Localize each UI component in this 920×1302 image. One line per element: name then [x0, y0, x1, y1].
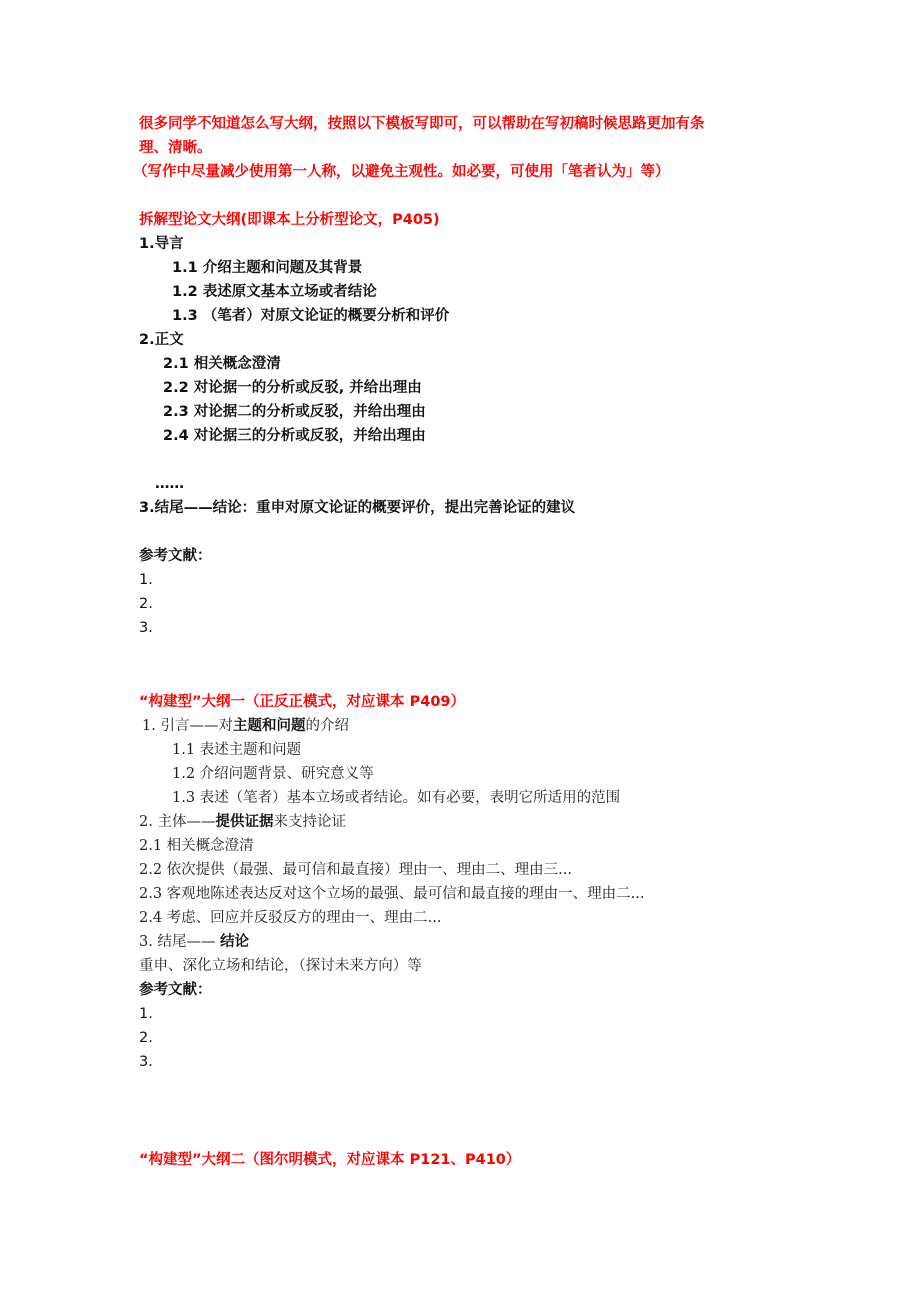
outline-item	[139, 932, 249, 952]
bold-text: 提供证据	[215, 813, 274, 830]
ref-item: 1.	[139, 572, 153, 588]
intro-note: （写作中尽量减少使用第一人称，以避免主观性。如必要，可使用「笔者认为」等）	[133, 164, 670, 180]
outline-item: 2.正文	[139, 332, 184, 348]
text: 1. 引言——对	[142, 718, 233, 734]
outline-item: 重申、深化立场和结论，（探讨未来方向）等	[139, 958, 422, 974]
outline-item: 1.2 表述原文基本立场或者结论	[172, 284, 377, 300]
bold-text: 结论	[220, 933, 250, 950]
ref-item: 2.	[139, 596, 153, 612]
section-title: “构建型”大纲二（图尔明模式，对应课本 P121、P410）	[139, 1152, 521, 1168]
text: 3. 结尾——	[139, 934, 221, 950]
outline-item: 2.1 相关概念澄清	[163, 356, 281, 372]
outline-item: 2.4 对论据三的分析或反驳，并给出理由	[163, 428, 426, 444]
intro-line: 很多同学不知道怎么写大纲，按照以下模板写即可，可以帮助在写初稿时候思路更加有条	[139, 116, 705, 132]
ref-item: 3.	[139, 620, 153, 636]
outline-item: 1.3 表述（笔者）基本立场或者结论。如有必要，表明它所适用的范围	[172, 790, 621, 806]
ref-item: 3.	[139, 1054, 153, 1070]
outline-item: 1.1 表述主题和问题	[172, 742, 302, 758]
outline-item	[142, 716, 349, 736]
outline-item: 3.结尾——结论：重申对原文论证的概要评价，提出完善论证的建议	[139, 500, 576, 516]
text: 2. 主体——	[139, 814, 216, 830]
section-title: 拆解型论文大纲(即课本上分析型论文，P405)	[139, 212, 440, 228]
intro-line: 理、清晰。	[139, 140, 212, 156]
outline-item: 1.导言	[139, 236, 184, 252]
ref-item: 1.	[139, 1006, 153, 1022]
outline-item: 2.3 客观地陈述表达反对这个立场的最强、最可信和最直接的理由一、理由二...	[139, 886, 645, 902]
outline-item: 2.1 相关概念澄清	[139, 838, 254, 854]
outline-item	[139, 812, 346, 832]
refs-title: 参考文献：	[139, 982, 212, 998]
outline-item: 2.2 对论据一的分析或反驳, 并给出理由	[163, 380, 422, 396]
text: 来支持论证	[273, 814, 346, 830]
outline-item: 2.3 对论据二的分析或反驳，并给出理由	[163, 404, 426, 420]
text: 的介绍	[305, 718, 349, 734]
refs-title: 参考文献：	[139, 548, 212, 564]
outline-item: 1.3 （笔者）对原文论证的概要分析和评价	[172, 308, 450, 324]
bold-text: 主题和问题	[232, 717, 306, 734]
outline-item: 2.4 考虑、回应并反驳反方的理由一、理由二...	[139, 910, 442, 926]
outline-item: 2.2 依次提供（最强、最可信和最直接）理由一、理由二、理由三...	[139, 862, 572, 878]
outline-item: ……	[155, 476, 184, 492]
section-title: “构建型”大纲一（正反正模式，对应课本 P409）	[139, 694, 466, 710]
outline-item: 1.2 介绍问题背景、研究意义等	[172, 766, 374, 782]
ref-item: 2.	[139, 1030, 153, 1046]
outline-item: 1.1 介绍主题和问题及其背景	[172, 260, 363, 276]
